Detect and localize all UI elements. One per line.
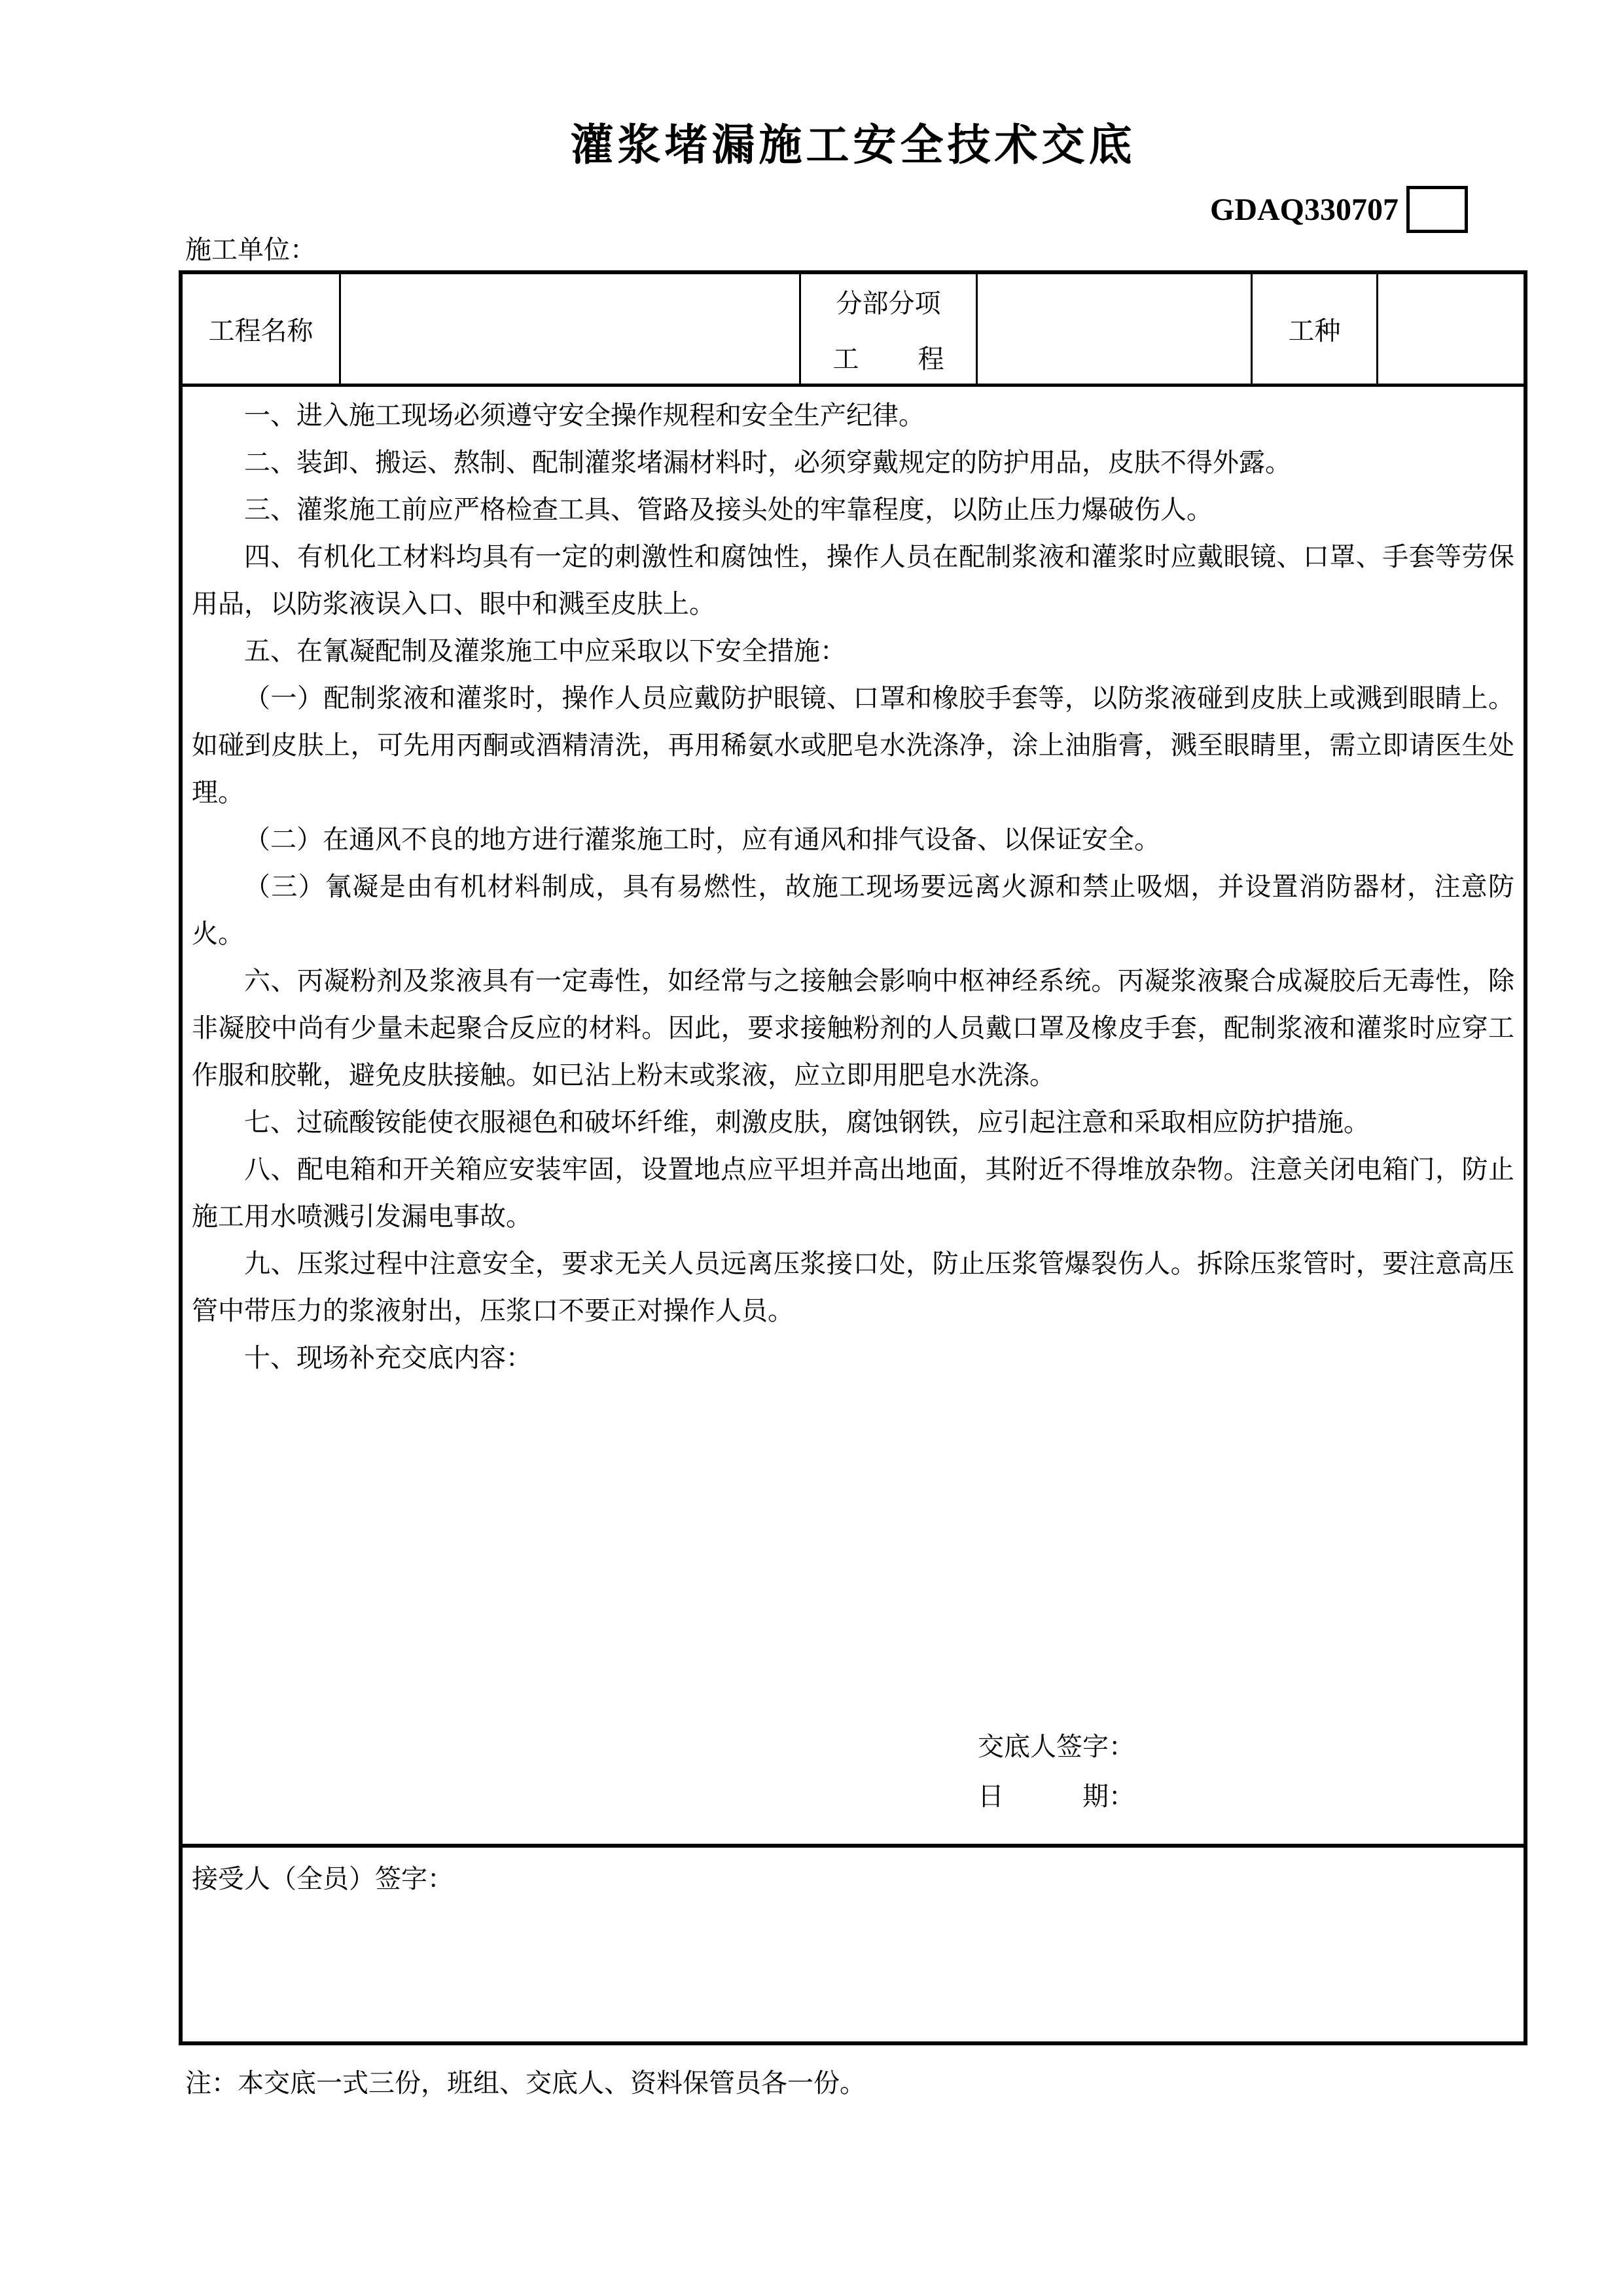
signature-block bbox=[978, 1722, 1135, 1821]
safety-item: 三、灌浆施工前应严格检查工具、管路及接头处的牢靠程度，以防止压力爆破伤人。 bbox=[244, 495, 1213, 524]
construction-unit-label: 施工单位： bbox=[185, 235, 316, 264]
safety-content-cell bbox=[183, 387, 1524, 1848]
safety-item: 一、进入施工现场必须遵守安全操作规程和安全生产纪律。 bbox=[244, 401, 925, 430]
safety-item: 十、现场补充交底内容： bbox=[244, 1343, 532, 1372]
safety-item: （三）氰凝是由有机材料制成，具有易燃性，故施工现场要远离火源和禁止吸烟，并设置消防器材，注意防火。 bbox=[192, 872, 1514, 948]
safety-item: 九、压浆过程中注意安全，要求无关人员远离压浆接口处，防止压浆管爆裂伤人。拆除压浆管时，要注意高压管中带压力的浆液射出，压浆口不要正对操作人员。 bbox=[192, 1249, 1514, 1325]
doc-code-row bbox=[1210, 186, 1468, 233]
receiver-label: 接受人（全员）签字： bbox=[192, 1864, 454, 1893]
project-name-label: 工程名称 bbox=[183, 274, 341, 384]
sub-project-label-line1: 分部分项 bbox=[836, 288, 941, 318]
safety-item: 八、配电箱和开关箱应安装牢固，设置地点应平坦并高出地面，其附近不得堆放杂物。注意关闭电箱门，防止施工用水喷溅引发漏电事故。 bbox=[192, 1155, 1514, 1231]
safety-item: （一）配制浆液和灌浆时，操作人员应戴防护眼镜、口罩和橡胶手套等，以防浆液碰到皮肤上或溅到眼睛上。如碰到皮肤上，可先用丙酮或酒精清洗，再用稀氨水或肥皂水洗涤净，涂上油脂膏，溅至眼睛里，需立即请医生处理。 bbox=[192, 683, 1514, 807]
work-type-value bbox=[1378, 274, 1524, 384]
sub-project-label bbox=[801, 274, 978, 384]
page-title: 灌浆堵漏施工安全技术交底 bbox=[570, 120, 1136, 169]
doc-code: GDAQ330707 bbox=[1210, 192, 1399, 227]
sub-project-label-line2: 工 程 bbox=[832, 344, 944, 374]
safety-item: 五、在氰凝配制及灌浆施工中应采取以下安全措施： bbox=[244, 636, 846, 666]
form-table bbox=[179, 270, 1527, 2045]
project-name-value bbox=[341, 274, 801, 384]
date-label: 日 期： bbox=[978, 1782, 1135, 1811]
table-header-row bbox=[183, 274, 1524, 387]
sub-project-value bbox=[978, 274, 1253, 384]
safety-paragraphs bbox=[192, 392, 1514, 1382]
safety-item: 七、过硫酸铵能使衣服褪色和破坏纤维，刺激皮肤，腐蚀钢铁，应引起注意和采取相应防护措施。 bbox=[244, 1107, 1370, 1137]
footer-note: 注：本交底一式三份，班组、交底人、资料保管员各一份。 bbox=[185, 2068, 866, 2098]
signer-label: 交底人签字： bbox=[978, 1732, 1135, 1761]
safety-item: 六、丙凝粉剂及浆液具有一定毒性，如经常与之接触会影响中枢神经系统。丙凝浆液聚合成凝胶后无毒性，除非凝胶中尚有少量未起聚合反应的材料。因此，要求接触粉剂的人员戴口罩及橡皮手套，配制浆液和灌浆时应穿工作服和胶靴，避免皮肤接触。如已沾上粉末或浆液，应立即用肥皂水洗涤。 bbox=[192, 966, 1514, 1090]
doc-code-box bbox=[1406, 186, 1468, 233]
work-type-label: 工种 bbox=[1253, 274, 1378, 384]
safety-item: 二、装卸、搬运、熬制、配制灌浆堵漏材料时，必须穿戴规定的防护用品，皮肤不得外露。 bbox=[244, 448, 1291, 477]
receiver-row bbox=[183, 1848, 1524, 2034]
safety-item: 四、有机化工材料均具有一定的刺激性和腐蚀性，操作人员在配制浆液和灌浆时应戴眼镜、口罩、手套等劳保用品，以防浆液误入口、眼中和溅至皮肤上。 bbox=[192, 542, 1514, 619]
safety-item: （二）在通风不良的地方进行灌浆施工时，应有通风和排气设备、以保证安全。 bbox=[244, 825, 1160, 854]
